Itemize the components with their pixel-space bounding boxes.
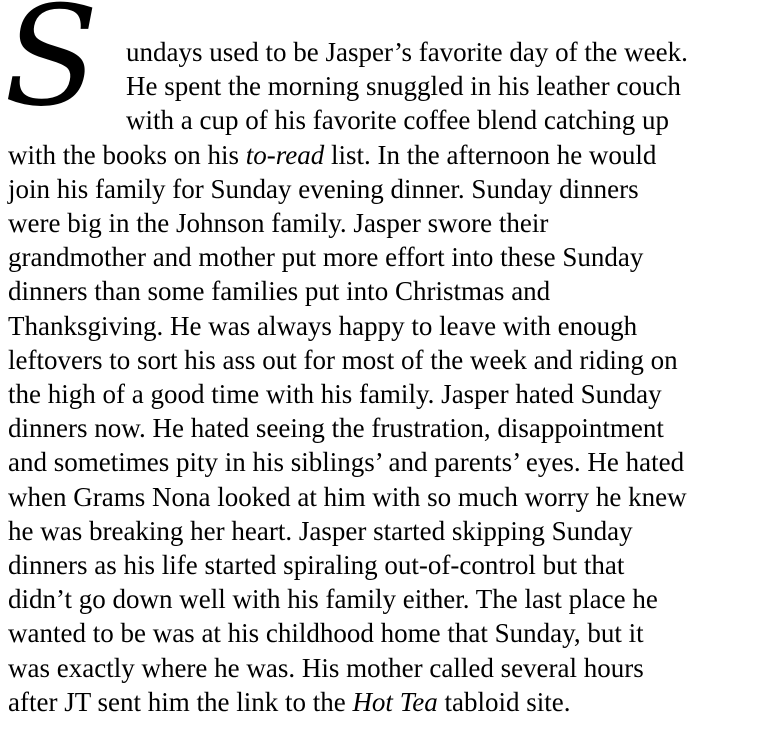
text-line (8, 411, 664, 445)
italic-text: Hot Tea (352, 686, 438, 717)
text-span: with the books on his (8, 139, 246, 170)
text-span: after JT sent him the link to the (8, 686, 353, 717)
text-span: tabloid site. (437, 686, 571, 717)
text-span: grandmother and mother put more effort into these Sunday (8, 242, 644, 273)
text-line (8, 616, 644, 650)
text-span: undays used to be Jasper’s favorite day of the week. (126, 37, 688, 67)
italic-text: to-read (245, 139, 325, 170)
text-line (8, 480, 687, 514)
text-line (8, 685, 570, 719)
text-span: and sometimes pity in his siblings’ and parents’ eyes. He hated (8, 447, 685, 478)
text-span: list. In the afternoon he would (324, 139, 657, 170)
text-span: was exactly where he was. His mother called several hours (8, 652, 644, 683)
text-span: dinners as his life started spiraling out-of-control but that (8, 550, 625, 580)
drop-cap-letter: S (4, 0, 99, 137)
text-line (126, 103, 669, 137)
text-line (8, 274, 550, 308)
text-span: leftovers to sort his ass out for most of the week and riding on (8, 344, 678, 375)
text-span: he was breaking her heart. Jasper started skipping Sunday (8, 515, 633, 546)
text-line (8, 445, 684, 479)
text-span: when Grams Nona looked at him with so much worry he knew (8, 481, 687, 512)
text-line (8, 343, 678, 377)
text-span: with a cup of his favorite coffee blend catching up (126, 105, 670, 136)
text-line (8, 240, 643, 274)
text-line (8, 138, 656, 172)
text-line (8, 582, 658, 616)
text-span: wanted to be was at his childhood home that Sunday, but it (8, 618, 644, 649)
text-span: join his family for Sunday evening dinner. Sunday dinners (8, 173, 639, 204)
text-span: were big in the Johnson family. Jasper swore their (8, 208, 549, 238)
text-line (8, 206, 548, 240)
text-line (126, 35, 688, 69)
text-span: dinners than some families put into Christmas and (8, 276, 551, 307)
text-span: the high of a good time with his family. Jasper hated Sunday (8, 379, 662, 409)
text-span: He spent the morning snuggled in his leather couch (126, 71, 681, 102)
text-line (8, 309, 637, 343)
text-span: Thanksgiving. He was always happy to leave with enough (8, 310, 638, 341)
text-line (8, 377, 662, 411)
text-span: didn’t go down well with his family either. The last place he (8, 584, 658, 615)
text-line (8, 651, 644, 685)
text-line (126, 69, 681, 103)
text-line (8, 514, 633, 548)
text-line (8, 172, 639, 206)
text-span: dinners now. He hated seeing the frustration, disappointment (8, 413, 664, 444)
text-line (8, 548, 624, 582)
